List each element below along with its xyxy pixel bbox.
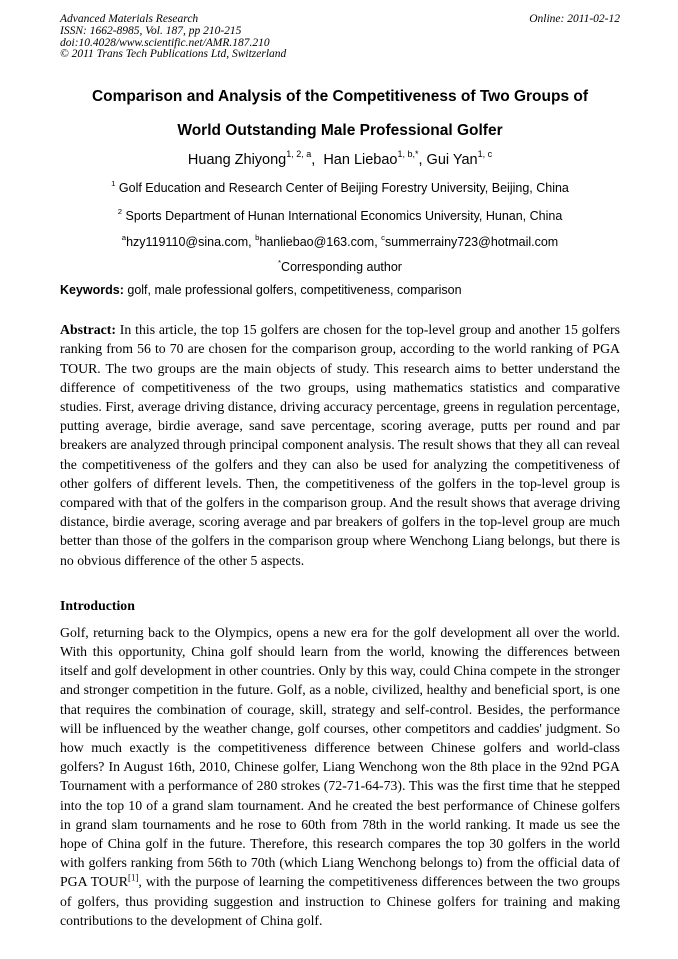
email-mark-a: a — [121, 233, 127, 243]
title-line-2: World Outstanding Male Professional Golfer — [177, 122, 503, 140]
affiliation-1 — [60, 181, 620, 196]
abstract-paragraph — [60, 320, 620, 570]
authors-line — [60, 149, 620, 169]
issn-volume-line: ISSN: 1662-8985, Vol. 187, pp 210-215 — [60, 24, 242, 37]
author-name-3: Gui Yan — [426, 152, 478, 169]
email-address-a: hzy119110@sina.com, — [126, 235, 256, 250]
email-mark-c: c — [381, 233, 386, 243]
introduction-heading: Introduction — [60, 597, 135, 613]
introduction-text-after-reference: , with the purpose of learning the competitiveness differences between the two groups of golfers, thus providing suggestion and instruction to Chinese golfers for training and making contributions to the development of China golf. — [60, 874, 620, 928]
author-2-affiliation-marks: 1, b,* — [397, 149, 419, 160]
online-date: Online: 2011-02-12 — [529, 13, 620, 25]
publication-info — [60, 14, 286, 61]
copyright-line: © 2011 Trans Tech Publications Ltd, Switzerland — [60, 48, 287, 61]
email-address-c: summerrainy723@hotmail.com — [385, 235, 559, 250]
keywords-text: golf, male professional golfers, competitiveness, comparison — [123, 283, 462, 298]
author-separator-2: , — [418, 152, 427, 169]
author-emails-line — [60, 235, 620, 250]
reference-1-citation: [1] — [127, 872, 139, 883]
corresponding-author-note — [60, 260, 620, 275]
author-separator-1: , — [311, 152, 324, 169]
publication-header — [60, 14, 620, 61]
keywords-label: Keywords: — [60, 283, 124, 298]
introduction-paragraph — [60, 623, 620, 930]
affiliation-1-mark: 1 — [111, 179, 116, 189]
corresponding-author-text: Corresponding author — [281, 260, 402, 275]
email-address-b: hanliebao@163.com, — [259, 235, 382, 250]
author-3-affiliation-marks: 1, c — [477, 149, 493, 160]
keywords-line — [60, 283, 620, 298]
corresponding-author-mark: * — [278, 258, 282, 268]
affiliation-2 — [60, 209, 620, 224]
affiliation-2-mark: 2 — [117, 207, 123, 217]
journal-name: Advanced Materials Research — [60, 13, 199, 25]
doi-line: doi:10.4028/www.scientific.net/AMR.187.210 — [60, 36, 270, 49]
author-name-2: Han Liebao — [323, 152, 398, 169]
abstract-label: Abstract: — [60, 322, 116, 338]
abstract-text: In this article, the top 15 golfers are chosen for the top-level group and another 15 golfers ranking from 56 to 70 are chosen for the comparison group, according to the world ranking of PGA TOUR. The two groups are the main objects of study. This research aims to better understand the difference of competitiveness of the two groups, using mathematics statistics and comparative studies. First, average driving distance, driving accuracy percentage, greens in regulation percentage, putting average, birdie average, sand save percentage, scoring average, putts per round and par breakers are analyzed through principal component analysis. The result shows that they all can reveal the competitiveness of the golfers and they can also be used for analyzing the competitiveness of other golfers of different levels. Then, the competitiveness of the golfers in the top-level group is compared with that of the golfers in the comparison group. And the result shows that average driving distance, birdie average, scoring average and par breakers of golfers in the top-level group are much better than those of the golfers in the comparison group where Wenchong Liang belongs, but there is no obvious difference of the other 5 aspects. — [60, 322, 620, 568]
paper-title — [60, 88, 620, 139]
author-name-1: Huang Zhiyong — [187, 152, 287, 169]
author-1-affiliation-marks: 1, 2, a — [286, 149, 312, 160]
affiliation-2-text: Sports Department of Hunan International Economics University, Hunan, China — [122, 209, 563, 224]
affiliation-1-text: Golf Education and Research Center of Beijing Forestry University, Beijing, China — [115, 181, 569, 196]
email-mark-b: b — [255, 233, 260, 243]
title-line-1: Comparison and Analysis of the Competitiveness of Two Groups of — [91, 88, 589, 106]
introduction-text-before-reference: Golf, returning back to the Olympics, opens a new era for the golf development all over the world. With this opportunity, China golf should learn from the world, knowing the differences between itself and golf development in other countries. Only by this way, could China compete in the stronger and stronger competition in the future. Golf, as a noble, civilized, healthy and beneficial sport, is one that requires the combination of courage, skill, strategy and self-control. Besides, the performance will be influenced by the weather change, golf courses, other competitors and caddies' judgment. So how much exactly is the competitiveness difference between Chinese golfers and world-class golfers? In August 16th, 2010, Chinese golfer, Liang Wenchong won the 8th place in the 92nd PGA Tournament with a performance of 280 strokes (72-71-64-73). This was the first time that he stepped into the top 10 of a grand slam tournament. And he created the best performance of Chinese golfers in grand slam tournaments and he rose to 60th from 78th in the world ranking. It made us see the hope of China golf in the future. Therefore, this research compares the top 30 golfers in the world with golfers ranking from 56th to 70th (which Liang Wenchong belongs to) from the official data of PGA TOUR — [60, 624, 620, 890]
